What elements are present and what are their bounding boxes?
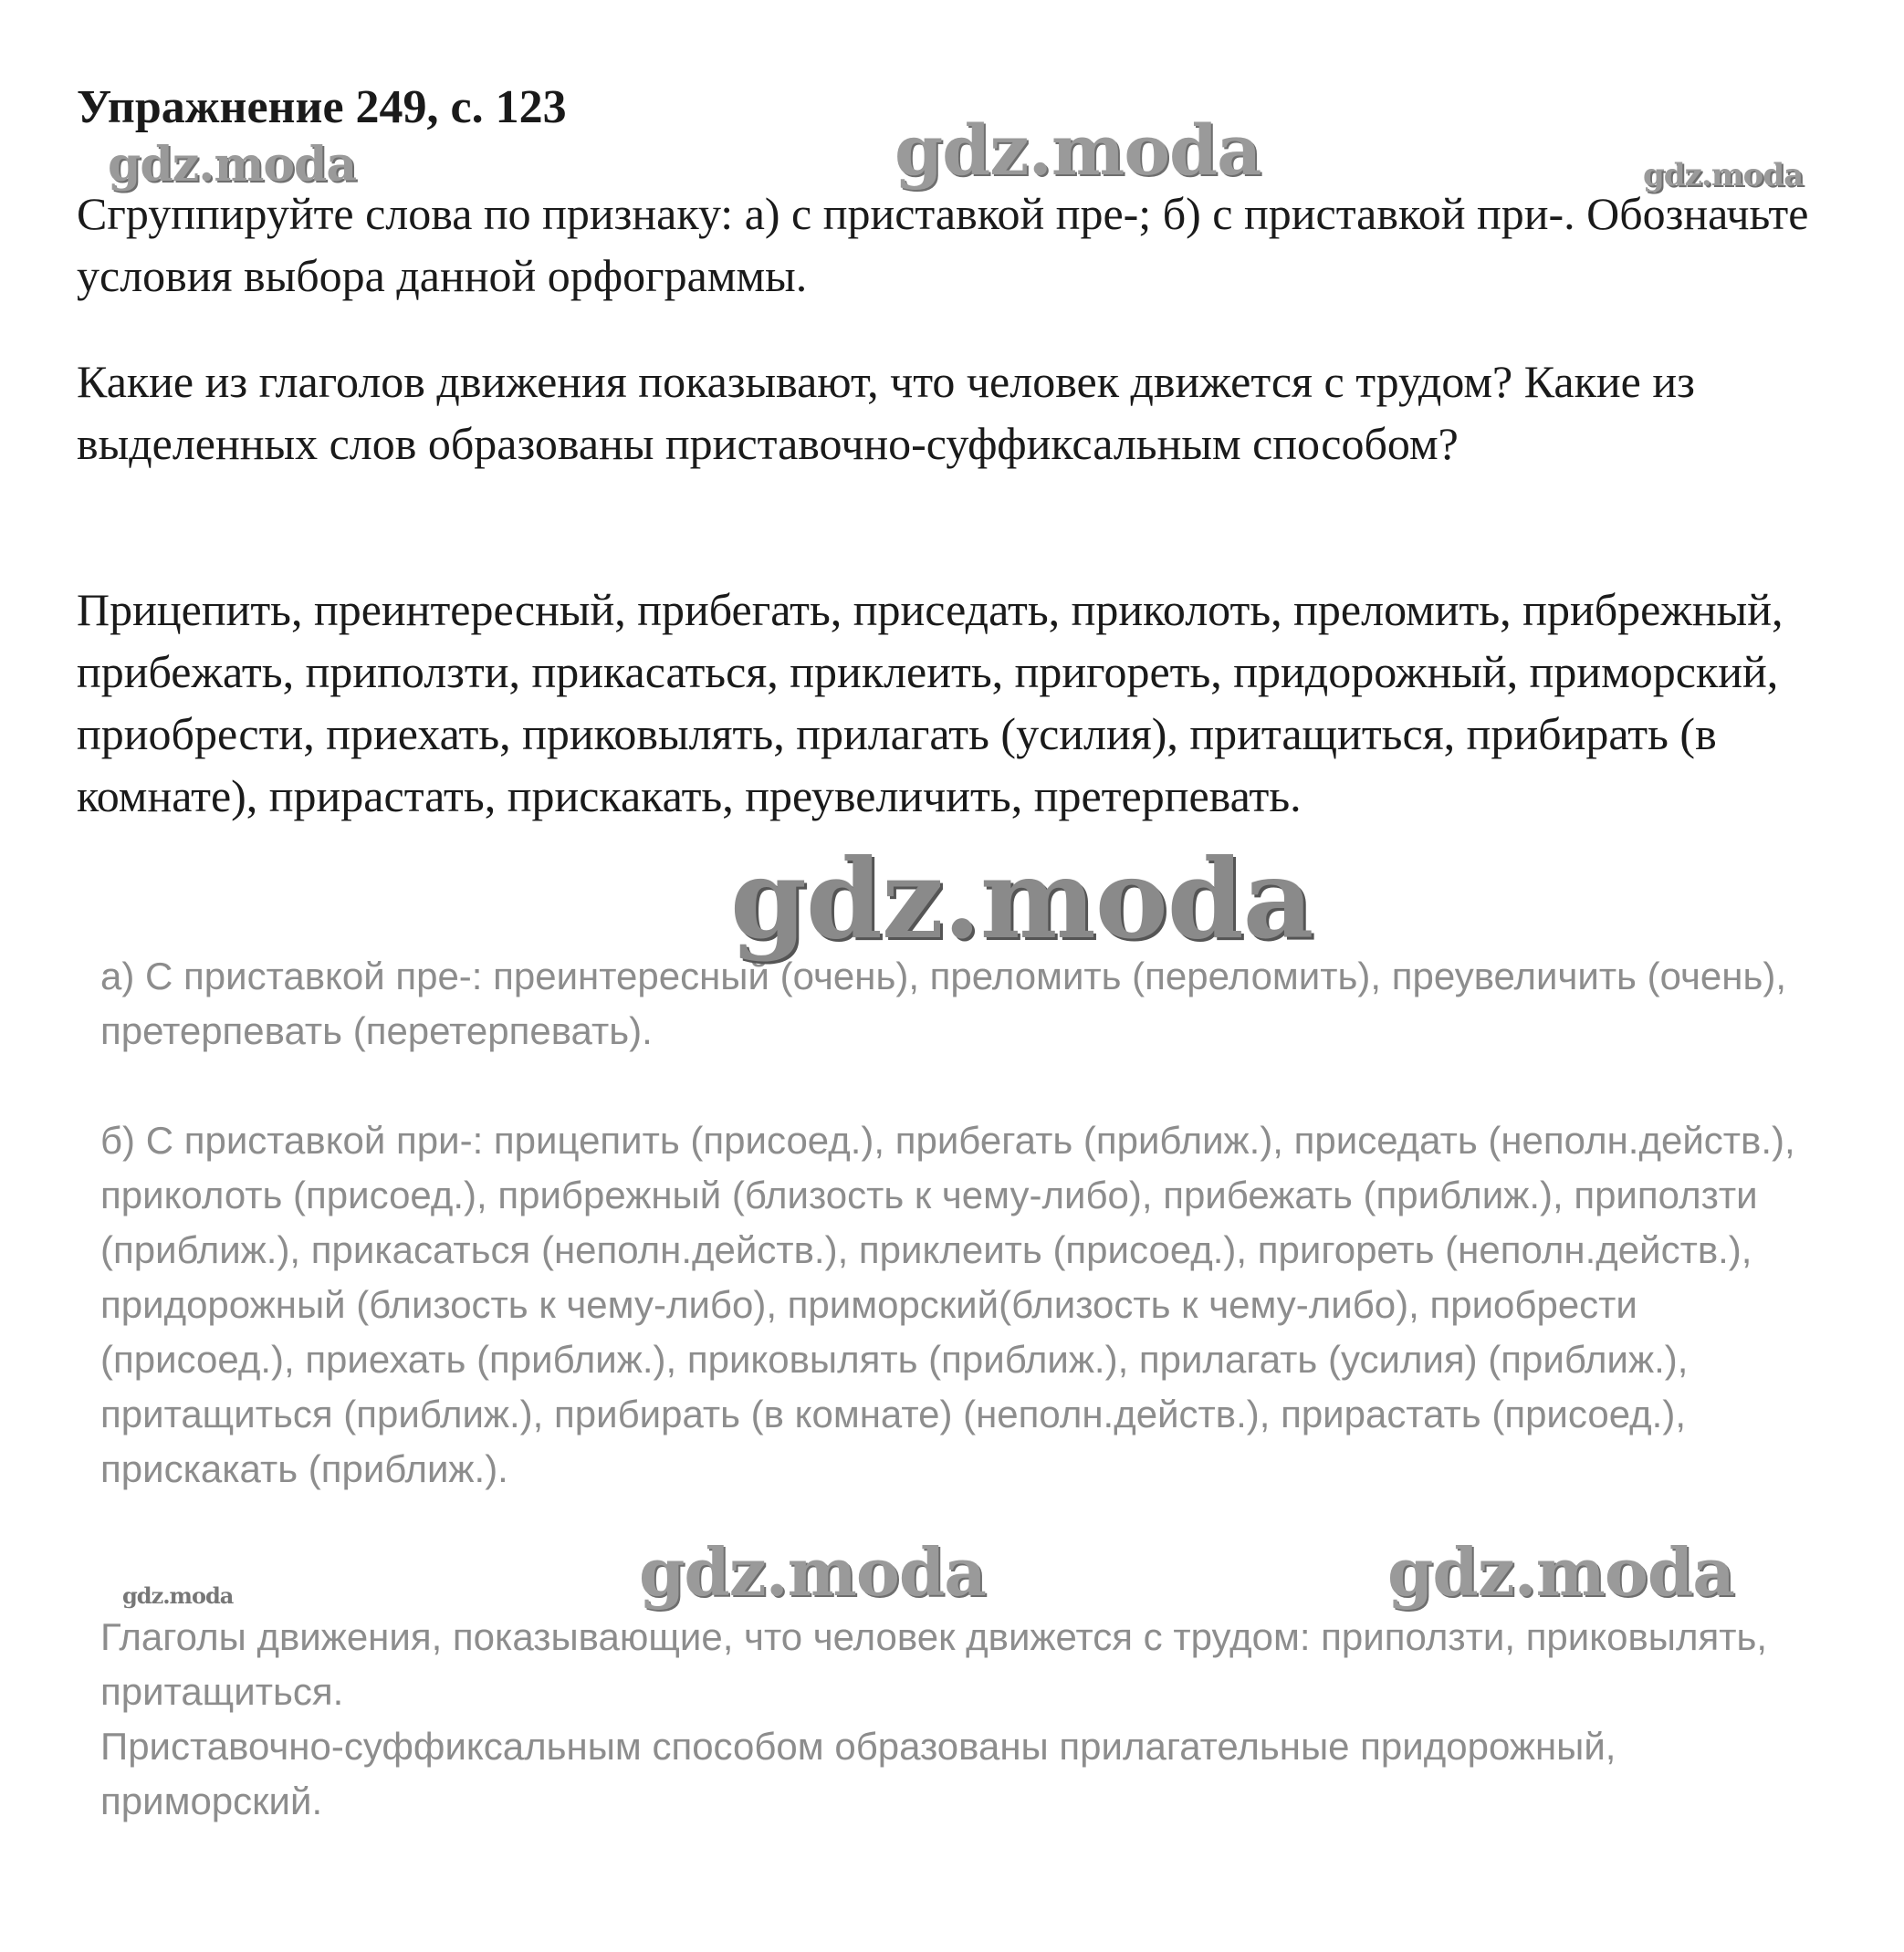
answer-group-b: б) С приставкой при-: прицепить (присоед.), прибегать (приближ.), приседать (неполн.действ.), приколоть (присоед.), прибрежный (близость к чему-либо), прибежать (приближ.), приползти (приближ.), прикасаться (неполн.действ.), приклеить (присоед.), пригореть (неполн.действ.), придорожный (близость к чему-либо), приморский(близость к чему-либо), приобрести (присоед.), приехать (приближ.), приковылять (приближ.), прилагать (усилия) (приближ.), притащиться (приближ.), прибирать (в комнате) (неполн.действ.), прирастать (присоед.), прискакать (приближ.). — [100, 1119, 1795, 1490]
exercise-title: Упражнение 249, с. 123 — [77, 81, 567, 133]
watermark: gdz.moda — [730, 835, 1313, 964]
answer-group-a: а) С приставкой пре-: преинтересный (очень), преломить (переломить), преувеличить (очень), претерпевать (перетерпевать). — [100, 955, 1786, 1052]
exercise-questions: Какие из глаголов движения показывают, что человек движется с трудом? Какие из выделенных слов образованы приставочно-суффиксальным способом? — [77, 356, 1695, 469]
answer-motion-verbs: Глаголы движения, показывающие, что человек движется с трудом: приползти, приковылять, притащиться. — [100, 1615, 1767, 1713]
watermark: gdz.moda — [122, 1582, 234, 1609]
watermark: gdz.moda — [639, 1533, 986, 1611]
exercise-word-list: Прицепить, преинтересный, прибегать, приседать, приколоть, преломить, прибрежный, прибежать, приползти, прикасаться, приклеить, пригореть, придорожный, приморский, приобрести, приехать, приковылять, прилагать (усилия), притащиться, прибирать (в комнате), прирастать, прискакать, преувеличить, претерпевать. — [77, 584, 1784, 821]
answer-conclusions — [100, 1610, 1835, 1829]
exercise-instructions: Сгруппируйте слова по признаку: а) с приставкой пре-; б) с приставкой при-. Обозначьте условия выбора данной орфограммы. — [77, 188, 1809, 301]
answer-derivation: Приставочно-суффиксальным способом образованы прилагательные придорожный, приморский. — [100, 1725, 1616, 1822]
watermark: gdz.moda — [1643, 157, 1804, 193]
watermark: gdz.moda — [1387, 1533, 1734, 1611]
watermark: gdz.moda — [894, 110, 1261, 191]
watermark: gdz.moda — [108, 137, 357, 193]
